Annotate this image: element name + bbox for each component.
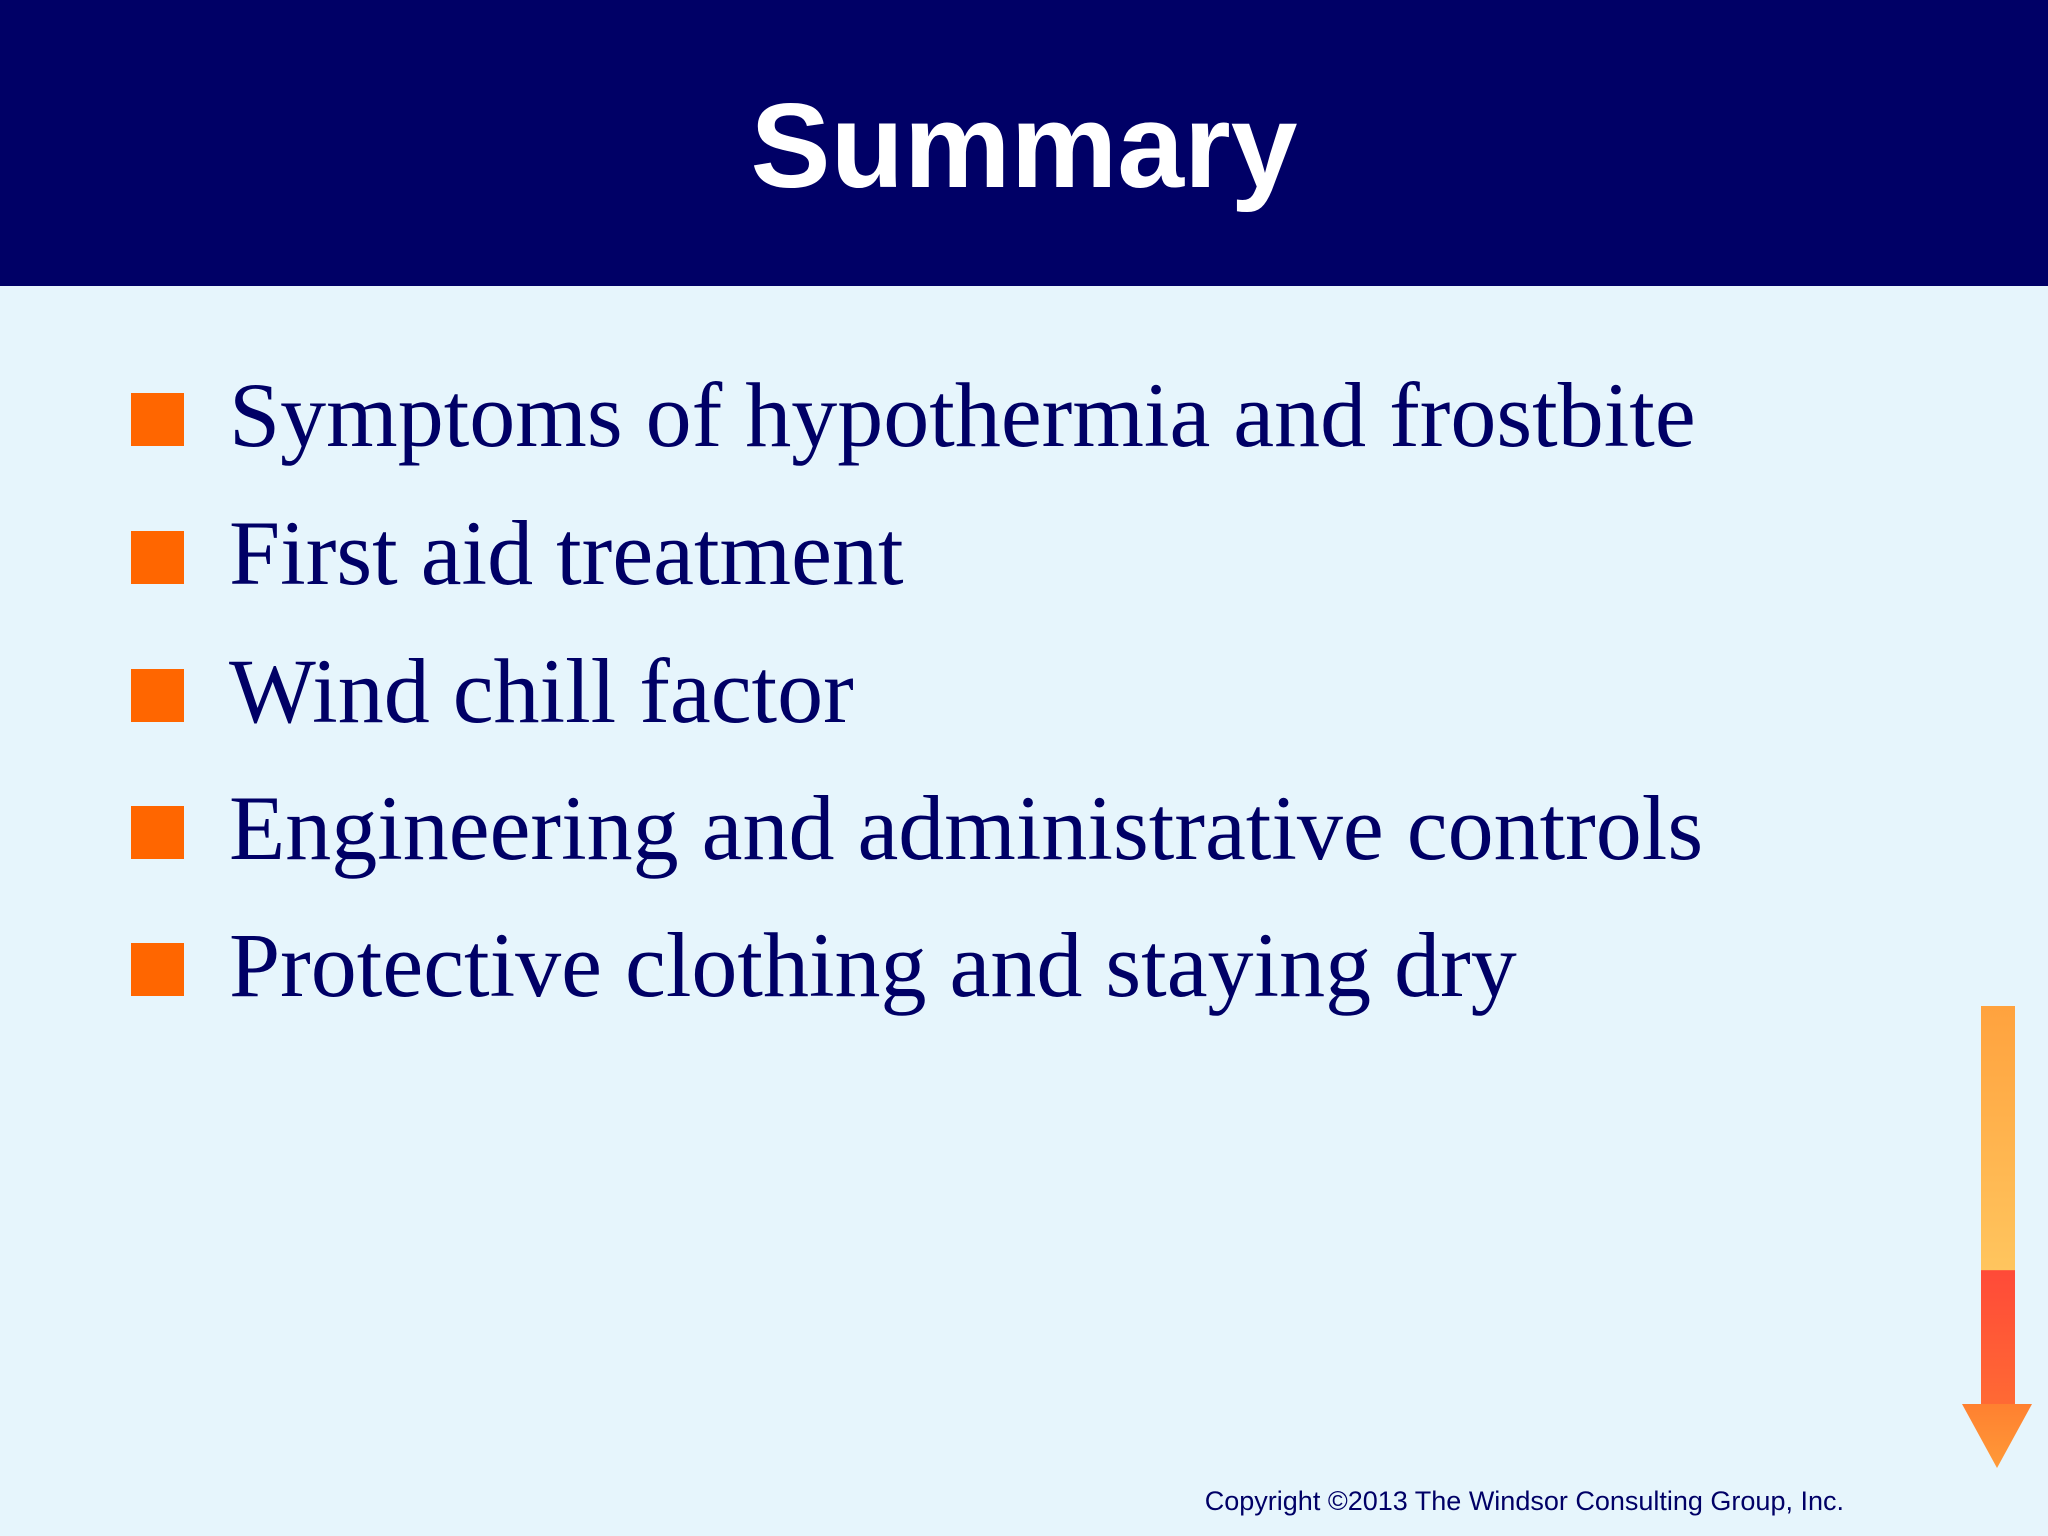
orange-square-bullet-icon: [131, 806, 184, 859]
bullet-text: Wind chill factor: [229, 640, 854, 742]
bullet-text: First aid treatment: [229, 502, 904, 604]
slide-title: Summary: [750, 79, 1298, 213]
orange-square-bullet-icon: [131, 669, 184, 722]
bullet-item-protective-clothing: [0, 914, 1900, 1081]
orange-square-bullet-icon: [131, 943, 184, 996]
bullet-text: Protective clothing and staying dry: [229, 914, 1517, 1016]
orange-square-bullet-icon: [131, 393, 184, 446]
copyright-notice: Copyright ©2013 The Windsor Consulting Group, Inc.: [1204, 1486, 1844, 1516]
orange-square-bullet-icon: [131, 531, 184, 584]
bullet-text: Symptoms of hypothermia and frostbite: [229, 364, 1696, 466]
bullet-text: Engineering and administrative controls: [229, 777, 1704, 879]
title-bar: [0, 0, 2048, 286]
down-arrow-icon: [1962, 1006, 2032, 1468]
